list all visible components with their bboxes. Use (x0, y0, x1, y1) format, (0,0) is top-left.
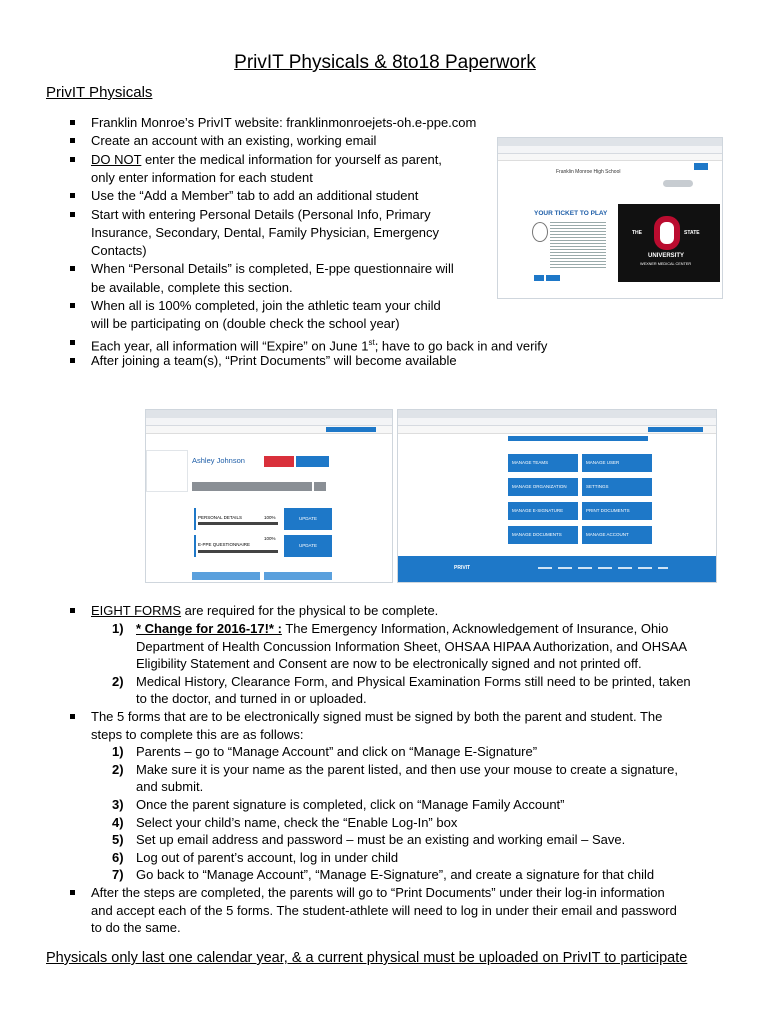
footer-note: Physicals only last one calendar year, & a current physical must be uploaded on PrivIT to participate (46, 950, 688, 966)
bullet-text: The 5 forms that are to be electronically signed must be signed by both the parent and student. The (91, 709, 663, 724)
tile-settings: SETTINGS (582, 478, 652, 496)
ticket-heading: YOUR TICKET TO PLAY (534, 210, 608, 217)
video-panel (618, 204, 720, 282)
bullet-text: DO NOT enter the medical information for yourself as parent, (91, 151, 442, 167)
change-notice: * Change for 2016-17!* : (136, 621, 282, 636)
bullet-square (70, 138, 75, 143)
bullet-square (70, 266, 75, 271)
step-text: Log out of parent’s account, log in under child (136, 849, 399, 865)
member-name: Ashley Johnson (192, 456, 245, 465)
top-blue-bar (508, 436, 648, 441)
browser-tabs (398, 410, 716, 418)
browser-address-bar (146, 418, 392, 426)
bullet-square (70, 358, 75, 363)
step-number: 2) (112, 761, 124, 777)
step-number: 6) (112, 849, 124, 865)
blue-button (296, 456, 329, 467)
tile-manage-organization: MANAGE ORGANIZATION (508, 478, 578, 496)
bottom-buttons-2 (264, 572, 332, 580)
bullet-text: After joining a team(s), “Print Documents” will become available (91, 352, 457, 368)
step-number: 4) (112, 814, 124, 830)
step-number: 5) (112, 832, 124, 848)
ohsaa-logo (532, 222, 548, 242)
manage-account-screenshot (397, 409, 717, 583)
step-text: and submit. (136, 779, 204, 795)
step-text: Parents – go to “Manage Account” and click on “Manage E-Signature” (136, 744, 538, 760)
pct1: 100% (264, 515, 276, 520)
bullet-text: Insurance, Secondary, Dental, Family Physician, Emergency (91, 224, 440, 240)
bullet-square (70, 890, 75, 895)
bullet-square (70, 193, 75, 198)
bullet-text: EIGHT FORMS are required for the physical to be complete. (91, 603, 439, 618)
list-number: 1) (112, 621, 124, 636)
school-name: Franklin Monroe High School (556, 169, 621, 175)
list-text: to the doctor, and turned in or uploaded. (136, 691, 367, 707)
browser-tabs (498, 138, 722, 146)
list-text: Eligibility Statement and Consent are now to be electronically signed and not printed off. (136, 656, 642, 672)
superscript: st (368, 337, 375, 347)
bullet-text: steps to complete this are as follows: (91, 726, 304, 742)
nav-strip (498, 154, 722, 161)
step-text: Set up email address and password – must be an existing and working email – Save. (136, 832, 626, 848)
blue-search (326, 427, 376, 432)
bullet-text: When all is 100% completed, join the athletic team your child (91, 298, 441, 313)
logo-line4: WEXNER MEDICAL CENTER (640, 262, 692, 266)
bullet-text: After the steps are completed, the parents will go to “Print Documents” under their log-in information (91, 885, 665, 900)
step-number: 1) (112, 744, 124, 760)
browser-address-bar (398, 418, 716, 426)
blue-buttons-2 (546, 275, 560, 281)
tile-print-documents: PRINT DOCUMENTS (582, 502, 652, 520)
logo-line2: STATE (684, 230, 700, 236)
red-button (264, 456, 294, 467)
privit-website-screenshot (497, 137, 723, 299)
step-number: 7) (112, 867, 124, 883)
section-title: PrivIT Physicals (46, 84, 153, 101)
account-screenshot (145, 409, 393, 583)
progress-bar-2 (198, 550, 278, 553)
update-button-1: UPDATE (284, 508, 332, 530)
list-text: * Change for 2016-17!* : The Emergency Information, Acknowledgement of Insurance, Ohio (136, 621, 669, 636)
tile-manage-user: MANAGE USER (582, 454, 652, 472)
pct2: 100% (264, 536, 276, 541)
underlined-text: EIGHT FORMS (91, 603, 182, 618)
card-border-1 (194, 508, 196, 530)
tile-manage-e-signature: MANAGE E-SIGNATURE (508, 502, 578, 520)
tile-manage-account: MANAGE ACCOUNT (582, 526, 652, 544)
page-title: PrivIT Physicals & 8to18 Paperwork (234, 52, 536, 73)
bottom-buttons (192, 572, 260, 580)
osu-block-o (654, 216, 680, 250)
step-number: 3) (112, 797, 124, 812)
bullet-square (70, 212, 75, 217)
update-button-2: UPDATE (284, 535, 332, 557)
tile-manage-documents: MANAGE DOCUMENTS (508, 526, 578, 544)
bullet-text: be available, complete this section. (91, 279, 293, 295)
bullet-text: to do the same. (91, 920, 181, 936)
underlined-text: DO NOT (91, 151, 142, 167)
blue-buttons (534, 275, 544, 281)
personal-label: PERSONAL DETAILS (198, 515, 243, 520)
step-text: Go back to “Manage Account”, “Manage E-Signature”, and create a signature for that child (136, 867, 655, 883)
bullet-text: Franklin Monroe’s PrivIT website: franklinmonroejets-oh.e-ppe.com (91, 115, 477, 130)
grey-bar (192, 482, 312, 491)
bullet-text: will be participating on (double check the school year) (91, 316, 400, 332)
grey-button (663, 180, 693, 187)
bullet-square (70, 714, 75, 719)
step-text: Select your child’s name, check the “Enable Log-In” box (136, 814, 458, 830)
bullet-text: only enter information for each student (91, 169, 313, 185)
grey-square (314, 482, 326, 491)
browser-address-bar (498, 146, 722, 154)
bullet-text: Contacts) (91, 243, 147, 259)
bullet-text: Create an account with an existing, working email (91, 133, 377, 149)
list-text: Department of Health Concussion Information Sheet, OHSAA HIPAA Authorization, and OHSAA (136, 638, 688, 654)
bullet-text: and accept each of the 5 forms. The student-athlete will need to log in under their email and password (91, 902, 677, 918)
bullet-text: When “Personal Details” is completed, E-ppe questionnaire will (91, 261, 454, 277)
bullet-text: Use the “Add a Member” tab to add an additional student (91, 188, 419, 204)
browser-tabs (146, 410, 392, 418)
list-text: Medical History, Clearance Form, and Physical Examination Forms still need to be printed, taken (136, 673, 691, 689)
bullet-square (70, 608, 75, 613)
bullet-square (70, 303, 75, 308)
body-text (550, 220, 606, 270)
bullet-text: Start with entering Personal Details (Personal Info, Primary (91, 206, 431, 222)
logo-line1: THE (632, 230, 642, 236)
bullet-square (70, 157, 75, 162)
brand: PRIVIT (454, 565, 471, 571)
bullet-square (70, 340, 75, 345)
list-number: 2) (112, 673, 124, 689)
blue-button (694, 163, 708, 170)
logo-line3: UNIVERSITY (648, 253, 685, 259)
step-text: Once the parent signature is completed, click on “Manage Family Account” (136, 797, 565, 812)
card-border-2 (194, 535, 196, 557)
footer-links (538, 567, 668, 569)
step-text: Make sure it is your name as the parent listed, and then use your mouse to create a signature, (136, 761, 678, 777)
side-panel (146, 450, 188, 492)
eppe-label: E-PPE QUESTIONNAIRE (198, 542, 251, 547)
progress-bar-1 (198, 522, 278, 525)
bullet-square (70, 120, 75, 125)
blue-search (648, 427, 703, 432)
footer-bar (398, 556, 716, 582)
bullet-text: Each year, all information will “Expire” on June 1st; have to go back in and verify (91, 337, 548, 353)
tile-manage-teams: MANAGE TEAMS (508, 454, 578, 472)
